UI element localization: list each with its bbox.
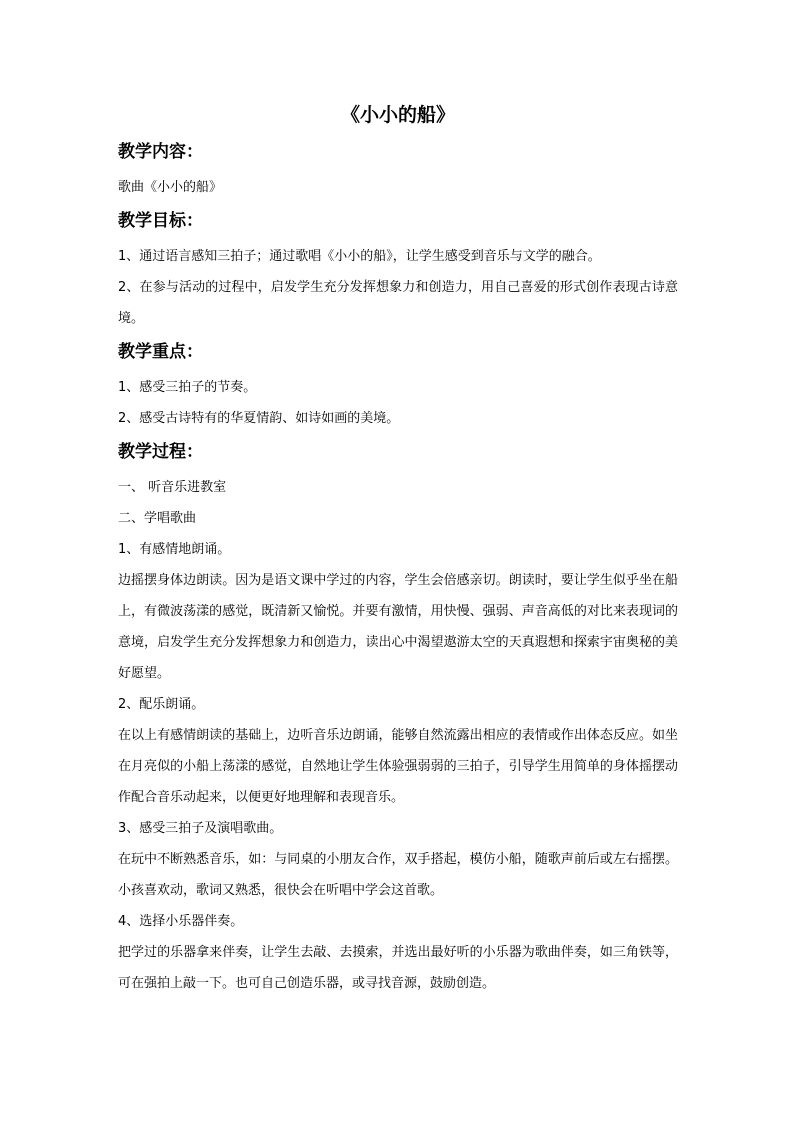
document-title: 《小小的船》 [340,104,455,126]
process-substep-title: 1、有感情地朗诵。 [118,542,231,557]
process-substep-title: 4、选择小乐器伴奏。 [118,914,244,929]
section-heading-process: 教学过程： [118,442,203,462]
process-paragraph: 在以上有感情朗读的基础上，边听音乐边朗诵，能够自然流露出相应的表情或作出体态反应。如坐在月亮似的小船上荡漾的感觉，自然地让学生体验强弱弱的三拍子，引导学生用简单的身体摇摆动作配合音乐动起来，以便更好地理解和表现音乐。 [118,728,678,805]
process-substep-title: 3、感受三拍子及演唱歌曲。 [118,821,283,836]
section-heading-goals: 教学目标： [118,211,203,231]
key-point-item: 1、感受三拍子的节奏。 [118,380,257,395]
process-paragraph: 把学过的乐器拿来伴奏，让学生去敲、去摸索，并选出最好听的小乐器为歌曲伴奏，如三角铁等，可在强拍上敲一下。也可自己创造乐器，或寻找音源，鼓励创造。 [118,945,678,991]
document-page [118,100,678,999]
goal-item: 2、在参与活动的过程中，启发学生充分发挥想象力和创造力，用自己喜爱的形式创作表现古诗意境。 [118,280,678,326]
goal-item: 1、通过语言感知三拍子；通过歌唱《小小的船》，让学生感受到音乐与文学的融合。 [118,249,601,264]
key-point-item: 2、感受古诗特有的华夏情韵、如诗如画的美境。 [118,411,400,426]
content-text: 歌曲《小小的船》 [118,180,223,195]
process-paragraph: 边摇摆身体边朗读。因为是语文课中学过的内容，学生会倍感亲切。朗读时，要让学生似乎坐在船上，有微波荡漾的感觉，既清新又愉悦。并要有激情，用快慢、强弱、声音高低的对比来表现词的意境，启发学生充分发挥想象力和创造力，读出心中渴望遨游太空的天真遐想和探索宇宙奥秘的美好愿望。 [118,573,678,681]
section-heading-content: 教学内容： [118,142,203,162]
section-heading-key-points: 教学重点： [118,342,203,362]
process-substep-title: 2、配乐朗诵。 [118,697,205,712]
process-paragraph: 在玩中不断熟悉音乐，如：与同桌的小朋友合作，双手搭起，模仿小船，随歌声前后或左右摇摆。小孩喜欢动，歌词又熟悉，很快会在听唱中学会这首歌。 [118,852,678,898]
process-step: 一、 听音乐进教室 [118,480,227,495]
process-step: 二、学唱歌曲 [118,511,197,526]
